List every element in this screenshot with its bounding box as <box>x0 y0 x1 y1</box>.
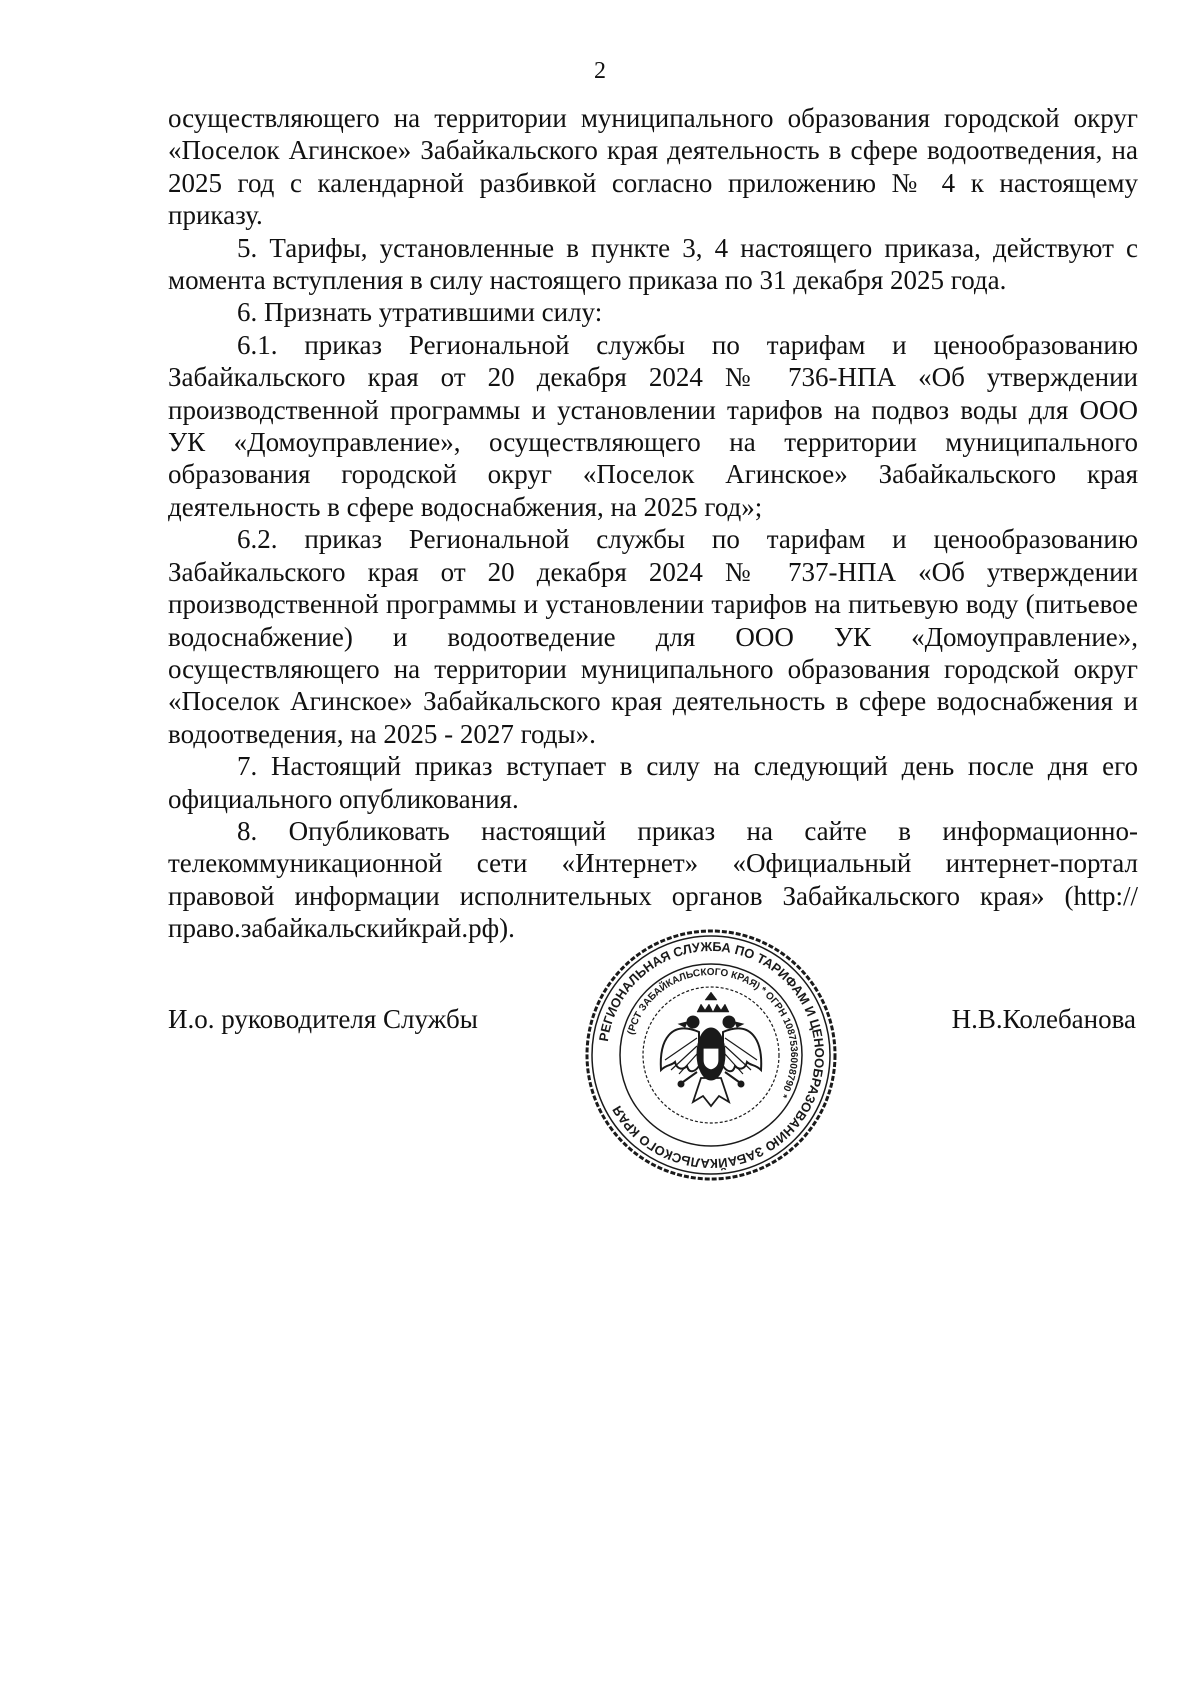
signatory-position: И.о. руководителя Службы <box>168 1004 478 1034</box>
seal-outer-textpath: РЕГИОНАЛЬНАЯ СЛУЖБА ПО ТАРИФАМ И ЦЕНООБРАЗОВАНИЮ ЗАБАЙКАЛЬСКОГО КРАЯ <box>595 938 828 1172</box>
paragraph-item-6-1: 6.1. приказ Региональной службы по тарифам и ценообразованию Забайкальского края от 20 декабря 2024 № 736-НПА «Об утверждении производственной программы и установлении тарифов на подвоз воды для ООО УК «Домоуправление», осуществляющего на территории муниципального образования городской округ «Поселок Агинское» Забайкальского края деятельность в сфере водоснабжения, на 2025 год»; <box>168 329 1138 522</box>
official-seal-stamp <box>576 920 846 1190</box>
paragraph-continuation: осуществляющего на территории муниципального образования городской округ «Поселок Агинское» Забайкальского края деятельность в сфере водоотведения, на 2025 год с календарной разбивкой согласно приложению № 4 к настоящему приказу. <box>168 103 1138 231</box>
double-headed-eagle-emblem <box>661 992 761 1106</box>
seal-graphic <box>576 920 846 1190</box>
paragraph-item-5: 5. Тарифы, установленные в пункте 3, 4 настоящего приказа, действуют с момента вступления в силу настоящего приказа по 31 декабря 2025 года. <box>168 232 1138 296</box>
paragraph-item-8: 8. Опубликовать настоящий приказ на сайте в информационно-телекоммуникационной сети «Интернет» «Официальный интернет-портал правовой информации исполнительных органов Забайкальского края» (http://право.забайкальскийкрай.рф). <box>168 815 1138 944</box>
signatory-name: Н.В.Колебанова <box>951 1004 1136 1034</box>
paragraph-item-7: 7. Настоящий приказ вступает в силу на следующий день после дня его официального опубликования. <box>168 751 1138 814</box>
page-number: 2 <box>594 58 606 84</box>
paragraph-item-6-2: 6.2. приказ Региональной службы по тарифам и ценообразованию Забайкальского края от 20 декабря 2024 № 737-НПА «Об утверждении производственной программы и установлении тарифов на питьевую воду (питьевое водоснабжение) и водоотведение для ООО УК «Домоуправление», осуществляющего на территории муниципального образования городской округ «Поселок Агинское» Забайкальского края деятельность в сфере водоснабжения и водоотведения, на 2025 - 2027 годы». <box>168 524 1138 749</box>
document-body <box>168 102 1138 945</box>
seal-inner-textpath: (РСТ ЗАБАЙКАЛЬСКОГО КРАЯ) * ОГРН 1087536008790 * <box>625 966 800 1100</box>
paragraph-item-6: 6. Признать утратившими силу: <box>237 297 603 328</box>
